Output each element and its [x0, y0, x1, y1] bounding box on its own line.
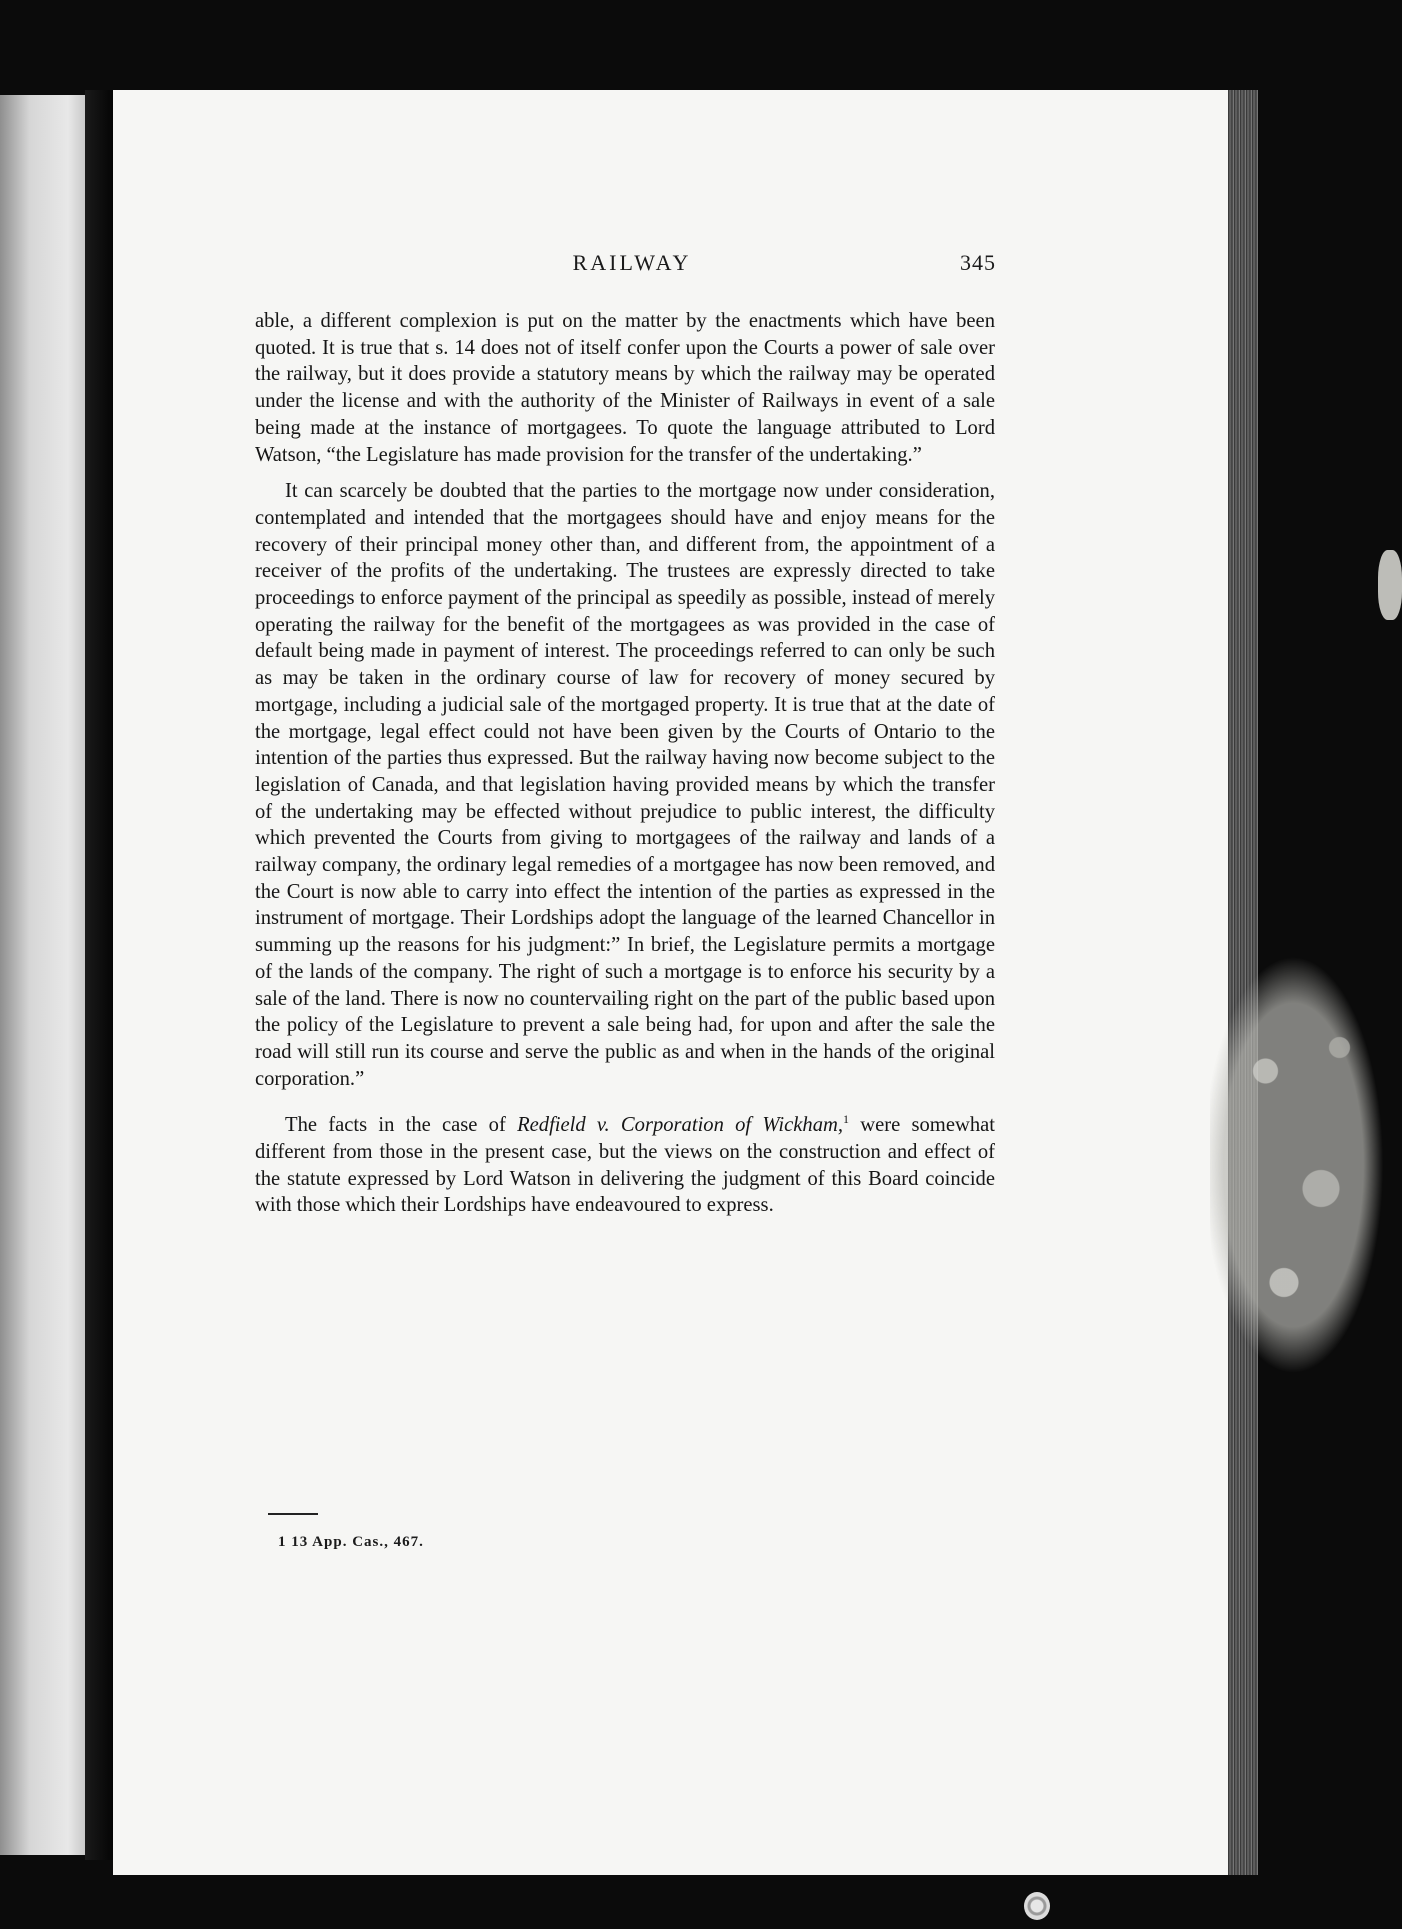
paragraph-text: were somewhat different from those in the present case, but the views on the construction and effect of the statute expressed by Lord Watson in delivering the judgment of this Board coincide with those which their Lordships have endeavoured to express.: [255, 1114, 995, 1217]
book-gutter: [85, 90, 113, 1860]
left-page-edge: [0, 95, 85, 1855]
footnote: 1 13 App. Cas., 467.: [278, 1534, 424, 1550]
case-name: Redfield v. Corporation of Wickham,: [517, 1114, 844, 1137]
footnote-divider: [268, 1513, 318, 1515]
paper-fragment: [1378, 550, 1402, 620]
running-head: RAILWAY: [572, 250, 692, 275]
paragraph: It can scarcely be doubted that the parties to the mortgage now under consideration, contemplated and intended that the mortgagees should have and enjoy means for the recovery of their principal money other than, and different from, the appointment of a receiver of the profits of the undertaking. The trustees are expressly directed to take proceedings to enforce payment of the principal as speedily as possible, instead of merely operating the railway for the benefit of the mortgagees as was provided in the case of default being made in payment of interest. The proceedings referred to can only be such as may be taken in the ordinary course of law for recovery of money secured by mortgage, including a judicial sale of the mortgaged property. It is true that at the date of the mortgage, legal effect could not have been given by the Courts of Ontario to the intention of the parties thus expressed. But the railway having now become subject to the legislation of Canada, and that legislation having provided means by which the transfer of the undertaking may be effected without prejudice to public interest, the difficulty which prevented the Courts from giving to mortgagees of the railway and lands of a railway company, the ordinary legal remedies of a mortgagee has now been removed, and the Court is now able to carry into effect the intention of the parties as expressed in the instrument of mortgage. Their Lordships adopt the language of the learned Chancellor in summing up the reasons for his judgment:” In brief, the Legislature permits a mortgage of the lands of the company. The right of such a mortgage is to enforce his security by a sale of the land. There is now no countervailing right on the part of the public based upon the policy of the Legislature to prevent a sale being had, for upon and after the sale the road will still run its course and serve the public as and when in the hands of the original corporation.”: [255, 480, 995, 1090]
body-text: [255, 308, 995, 1229]
paragraph-text: The facts in the case of: [285, 1114, 518, 1137]
library-stamp: [1024, 1892, 1050, 1920]
paragraph-continuation: able, a different complexion is put on the matter by the enactments which have been quoted. It is true that s. 14 does not of itself confer upon the Courts a power of sale over the railway, but it does provide a statutory means by which the railway may be operated under the license and with the authority of the Minister of Railways in event of a sale being made at the instance of mortgagees. To quote the language attributed to Lord Watson, “the Legislature has made provision for the transfer of the undertaking.”: [255, 310, 995, 466]
paragraph-redfield: [255, 1106, 995, 1219]
page-number: 345: [960, 250, 996, 275]
page-header: [268, 250, 996, 286]
footnote-marker: 1: [843, 1112, 850, 1127]
